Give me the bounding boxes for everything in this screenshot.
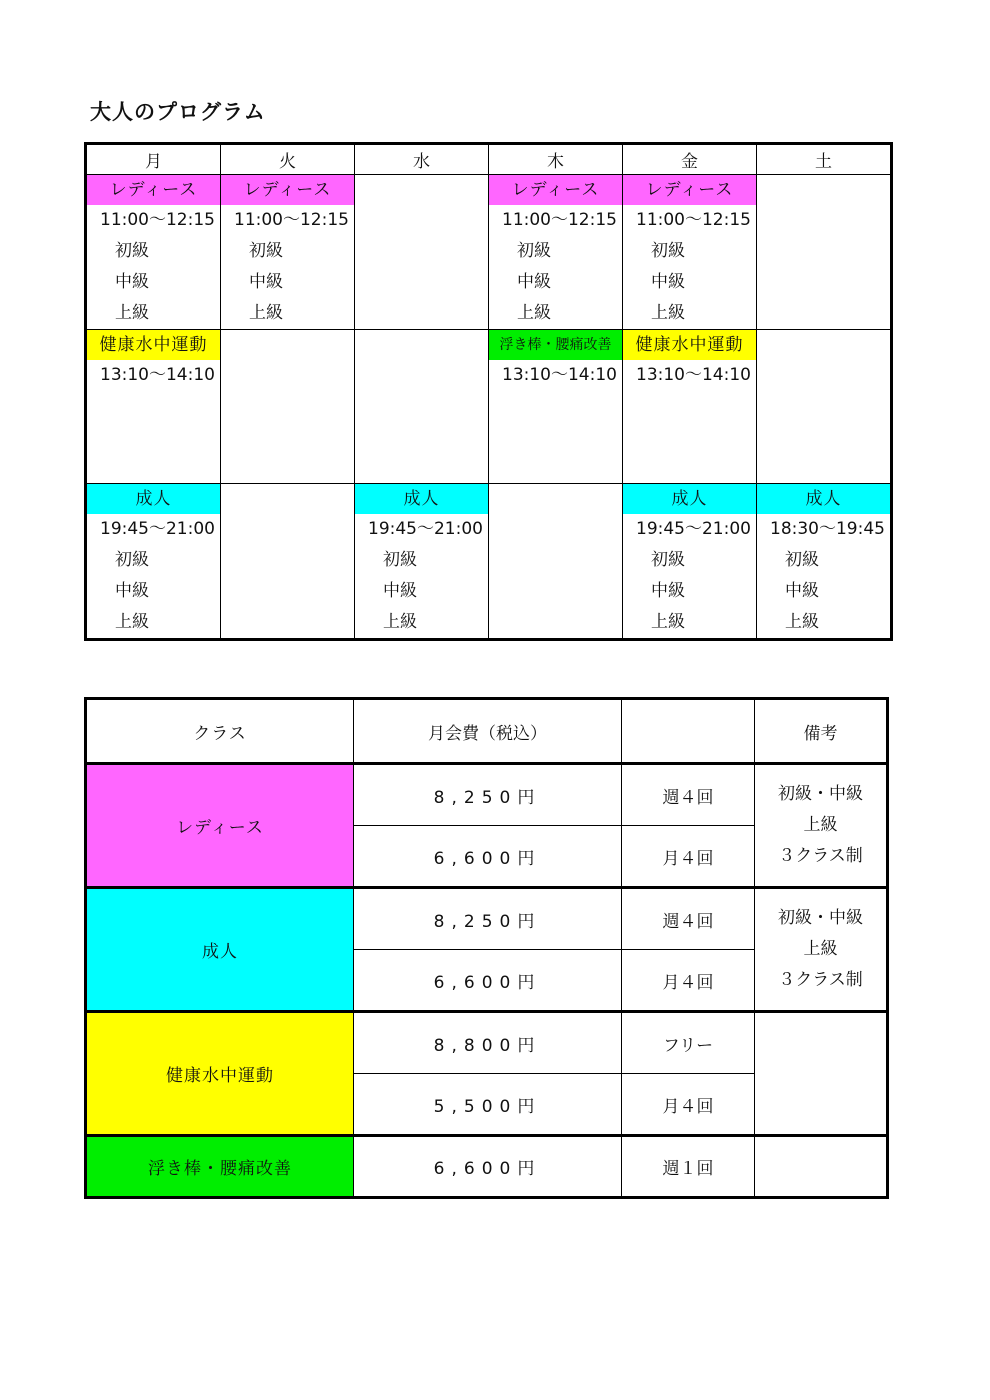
note-line: 初級・中級 xyxy=(778,784,863,804)
evening-wed xyxy=(355,484,489,640)
fee-price: 8,250円 xyxy=(354,764,622,826)
afternoon-wed-empty xyxy=(355,330,489,484)
fee-class-health-aqua: 健康水中運動 xyxy=(86,1012,354,1136)
level-advanced: 上級 xyxy=(115,303,149,323)
day-header-tue: 火 xyxy=(221,144,355,175)
level-advanced: 上級 xyxy=(517,303,551,323)
class-time: 13:10〜14:10 xyxy=(636,365,751,385)
evening-thu-empty xyxy=(489,484,623,640)
class-tag-health-aqua: 健康水中運動 xyxy=(87,330,220,360)
fee-note-float-bar xyxy=(755,1136,888,1198)
fee-frequency: フリー xyxy=(622,1012,755,1074)
header-notes: 備考 xyxy=(755,699,888,764)
header-frequency xyxy=(622,699,755,764)
level-beginner: 初級 xyxy=(115,550,149,570)
class-time: 11:00〜12:15 xyxy=(502,210,617,230)
class-time: 19:45〜21:00 xyxy=(368,519,483,539)
note-line: ３クラス制 xyxy=(778,846,863,866)
level-beginner: 初級 xyxy=(383,550,417,570)
day-header-fri: 金 xyxy=(623,144,757,175)
level-intermediate: 中級 xyxy=(651,581,685,601)
fee-note-ladies xyxy=(755,764,888,888)
class-tag-ladies: レディース xyxy=(623,175,756,205)
level-beginner: 初級 xyxy=(249,241,283,261)
level-intermediate: 中級 xyxy=(115,272,149,292)
fee-frequency: 月４回 xyxy=(622,1074,755,1136)
level-advanced: 上級 xyxy=(383,612,417,632)
day-header-thu: 木 xyxy=(489,144,623,175)
level-advanced: 上級 xyxy=(785,612,819,632)
class-time: 13:10〜14:10 xyxy=(100,365,215,385)
page-title: 大人のプログラム xyxy=(90,100,266,124)
fee-note-health-aqua xyxy=(755,1012,888,1136)
fee-table xyxy=(84,697,889,1199)
afternoon-sat-empty xyxy=(757,330,892,484)
fee-frequency: 月４回 xyxy=(622,950,755,1012)
class-tag-adult: 成人 xyxy=(87,484,220,514)
class-time: 13:10〜14:10 xyxy=(502,365,617,385)
class-tag-ladies: レディース xyxy=(489,175,622,205)
level-intermediate: 中級 xyxy=(517,272,551,292)
afternoon-tue-empty xyxy=(221,330,355,484)
header-class: クラス xyxy=(86,699,354,764)
evening-sat xyxy=(757,484,892,640)
class-tag-adult: 成人 xyxy=(623,484,756,514)
morning-thu xyxy=(489,175,623,330)
fee-class-adult: 成人 xyxy=(86,888,354,1012)
note-line: ３クラス制 xyxy=(778,970,863,990)
afternoon-mon xyxy=(86,330,221,484)
level-advanced: 上級 xyxy=(115,612,149,632)
class-time: 11:00〜12:15 xyxy=(234,210,349,230)
class-tag-ladies: レディース xyxy=(221,175,354,205)
fee-frequency: 月４回 xyxy=(622,826,755,888)
note-line: 初級・中級 xyxy=(778,908,863,928)
note-line: 上級 xyxy=(803,939,838,959)
level-beginner: 初級 xyxy=(785,550,819,570)
level-intermediate: 中級 xyxy=(249,272,283,292)
fee-price: 8,800円 xyxy=(354,1012,622,1074)
class-time: 11:00〜12:15 xyxy=(100,210,215,230)
day-header-wed: 水 xyxy=(355,144,489,175)
morning-mon xyxy=(86,175,221,330)
morning-wed-empty xyxy=(355,175,489,330)
day-header-mon: 月 xyxy=(86,144,221,175)
fee-frequency: 週４回 xyxy=(622,888,755,950)
fee-price: 8,250円 xyxy=(354,888,622,950)
header-monthly-fee: 月会費（税込） xyxy=(354,699,622,764)
level-intermediate: 中級 xyxy=(785,581,819,601)
fee-class-float-bar: 浮き棒・腰痛改善 xyxy=(86,1136,354,1198)
level-beginner: 初級 xyxy=(651,241,685,261)
class-time: 11:00〜12:15 xyxy=(636,210,751,230)
level-beginner: 初級 xyxy=(115,241,149,261)
evening-tue-empty xyxy=(221,484,355,640)
fee-price: 6,600円 xyxy=(354,1136,622,1198)
fee-price: 6,600円 xyxy=(354,950,622,1012)
fee-frequency: 週１回 xyxy=(622,1136,755,1198)
class-time: 19:45〜21:00 xyxy=(636,519,751,539)
afternoon-thu xyxy=(489,330,623,484)
evening-mon xyxy=(86,484,221,640)
fee-price: 5,500円 xyxy=(354,1074,622,1136)
level-beginner: 初級 xyxy=(517,241,551,261)
class-tag-health-aqua: 健康水中運動 xyxy=(623,330,756,360)
fee-price: 6,600円 xyxy=(354,826,622,888)
day-header-sat: 土 xyxy=(757,144,892,175)
fee-note-adult xyxy=(755,888,888,1012)
level-advanced: 上級 xyxy=(651,612,685,632)
weekly-schedule-table xyxy=(84,142,893,641)
level-beginner: 初級 xyxy=(651,550,685,570)
class-tag-adult: 成人 xyxy=(355,484,488,514)
class-tag-adult: 成人 xyxy=(757,484,890,514)
class-time: 18:30〜19:45 xyxy=(770,519,885,539)
morning-sat-empty xyxy=(757,175,892,330)
fee-frequency: 週４回 xyxy=(622,764,755,826)
note-line: 上級 xyxy=(803,815,838,835)
level-advanced: 上級 xyxy=(651,303,685,323)
level-intermediate: 中級 xyxy=(115,581,149,601)
afternoon-fri xyxy=(623,330,757,484)
morning-tue xyxy=(221,175,355,330)
class-tag-float-bar: 浮き棒・腰痛改善 xyxy=(489,330,622,360)
morning-fri xyxy=(623,175,757,330)
level-intermediate: 中級 xyxy=(651,272,685,292)
class-time: 19:45〜21:00 xyxy=(100,519,215,539)
fee-class-ladies: レディース xyxy=(86,764,354,888)
level-advanced: 上級 xyxy=(249,303,283,323)
level-intermediate: 中級 xyxy=(383,581,417,601)
evening-fri xyxy=(623,484,757,640)
class-tag-ladies: レディース xyxy=(87,175,220,205)
